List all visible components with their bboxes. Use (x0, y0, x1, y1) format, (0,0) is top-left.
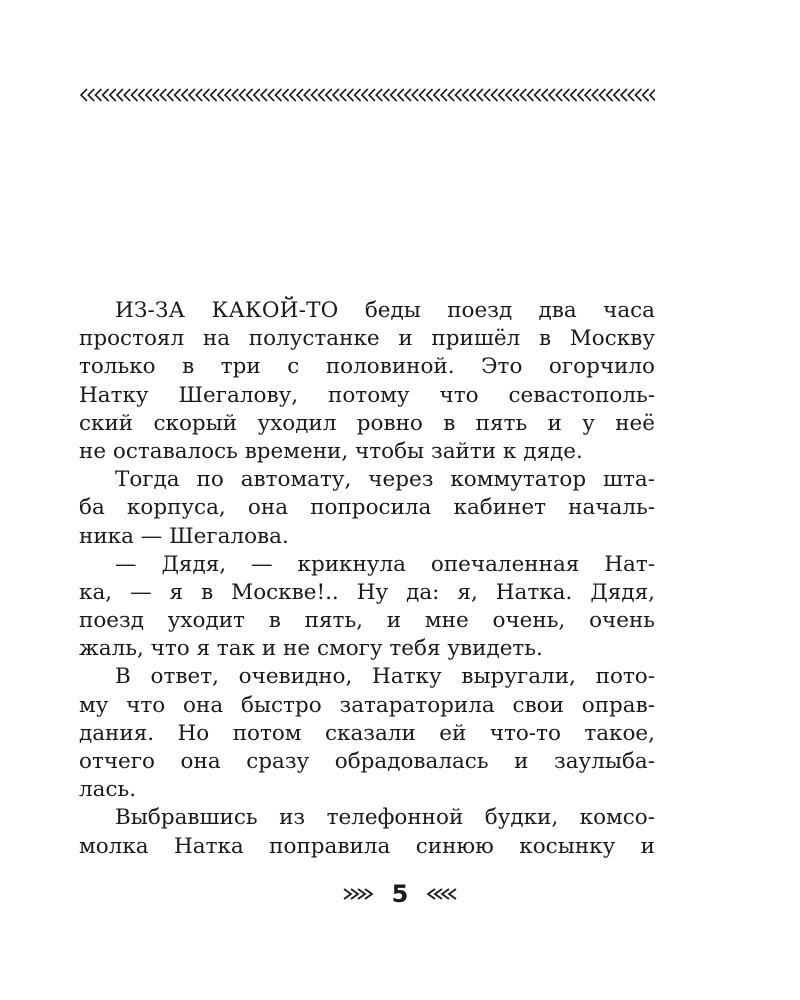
chevron-border-icon (79, 86, 655, 104)
text-line: отчего она сразу обрадовалась и заулыба- (79, 749, 655, 774)
text-line: молка Натка поправила синюю косынку и (79, 833, 655, 859)
text-line: В ответ, очевидно, Натку выругали, пото- (115, 664, 655, 690)
text-line: ка, — я в Москве!.. Ну да: я, Натка. Дядя, (79, 579, 655, 605)
page-footer (0, 876, 800, 912)
text-line: только в три с половиной. Это огорчило (79, 354, 655, 380)
text-line: Выбравшись из телефонной будки, комсо- (115, 805, 655, 831)
text-line: лась. (79, 777, 137, 803)
text-line: Натку Шегалову, потому что севастополь- (79, 382, 655, 408)
chapter-lead-caps: ИЗ-ЗА КАКОЙ-ТО (115, 298, 339, 323)
text-line: му что она быстро затараторила свои оправ- (79, 692, 655, 718)
text-line: ба корпуса, она попросила кабинет началь- (79, 495, 655, 521)
page-number: 5 (391, 880, 409, 908)
text-line: — Дядя, — крикнула опечаленная Нат- (115, 551, 655, 577)
book-text (79, 297, 655, 861)
text-line: простоял на полустанке и пришёл в Москву (79, 326, 655, 352)
chevron-left-group-icon (422, 886, 458, 902)
text-line (79, 297, 655, 325)
text-line: жаль, что я так и не смогу тебя увидеть. (79, 636, 543, 662)
text-line: ский скорый уходил ровно в пять и у неё (79, 410, 655, 436)
top-chevron-border (79, 86, 655, 104)
text-line: Тогда по автомату, через коммутатор шта- (115, 467, 655, 493)
text-line-content: беды поезд два часа (338, 298, 655, 323)
text-line: дания. Но потом сказали ей что-то такое, (79, 720, 655, 746)
text-line: не оставалось времени, чтобы зайти к дяде. (79, 438, 583, 464)
text-line: ника — Шегалова. (79, 523, 289, 549)
text-line: поезд уходит в пять, и мне очень, очень (79, 608, 655, 634)
chevron-right-group-icon (342, 886, 378, 902)
